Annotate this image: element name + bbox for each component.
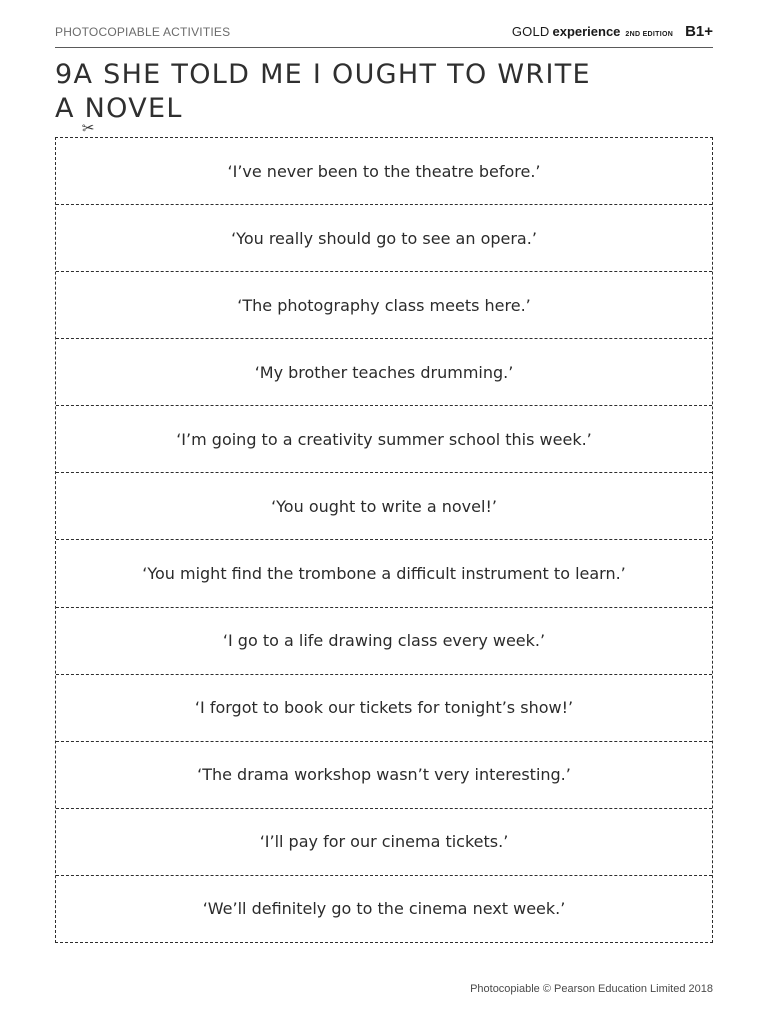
- copyright-footer: Photocopiable © Pearson Education Limited 2018: [470, 983, 713, 995]
- card: ‘The photography class meets here.’: [56, 272, 712, 339]
- card: ‘I forgot to book our tickets for tonight’s show!’: [56, 675, 712, 742]
- card: ‘You really should go to see an opera.’: [56, 205, 712, 272]
- brand-gold: GOLD: [511, 24, 550, 39]
- card: ‘We’ll definitely go to the cinema next week.’: [202, 899, 566, 919]
- brand-logo: [512, 23, 713, 40]
- page-title: [55, 58, 695, 126]
- card: ‘You ought to write a novel!’: [56, 473, 712, 540]
- level-badge: B1+: [685, 23, 713, 40]
- section-label: PHOTOCOPIABLE ACTIVITIES: [55, 25, 231, 39]
- page-header: [55, 22, 713, 48]
- brand-edition: 2ND EDITION: [625, 31, 674, 38]
- cut-out-cards: [55, 137, 713, 943]
- scissors-icon: ✂: [81, 118, 96, 138]
- brand-experience: experience: [552, 24, 621, 39]
- title-line-2: A NOVEL: [55, 93, 183, 124]
- card: ‘My brother teaches drumming.’: [56, 339, 712, 406]
- card: ‘The drama workshop wasn’t very interesting.’: [56, 742, 712, 809]
- title-line-1: 9A SHE TOLD ME I OUGHT TO WRITE: [55, 59, 591, 90]
- card: ‘I’ll pay for our cinema tickets.’: [56, 809, 712, 876]
- card: ‘I go to a life drawing class every week.’: [56, 608, 712, 675]
- card: ‘You might find the trombone a difficult instrument to learn.’: [56, 540, 712, 607]
- card: ‘I’m going to a creativity summer school this week.’: [56, 406, 712, 473]
- card: ‘I’ve never been to the theatre before.’: [56, 138, 712, 205]
